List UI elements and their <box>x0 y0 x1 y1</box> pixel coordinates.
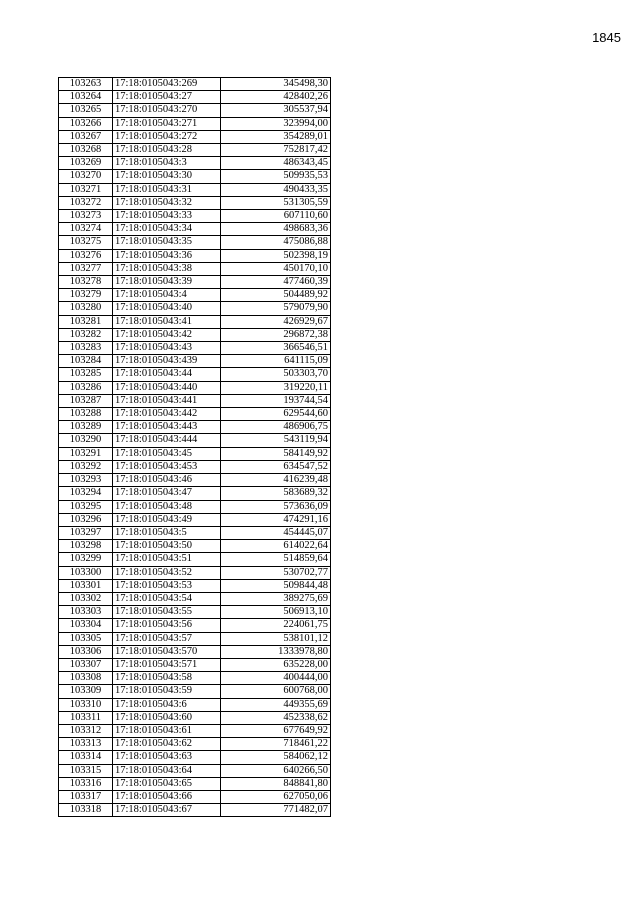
table-row <box>59 553 331 566</box>
table-body <box>59 78 331 817</box>
cadastral-value-cell: 305537,94 <box>221 104 331 117</box>
row-number-cell: 103272 <box>59 196 113 209</box>
cadastral-value-cell: 498683,36 <box>221 223 331 236</box>
table-row <box>59 130 331 143</box>
table-row <box>59 790 331 803</box>
row-number-cell: 103314 <box>59 751 113 764</box>
cadastral-number-cell: 17:18:0105043:28 <box>113 144 221 157</box>
cadastral-value-cell: 486906,75 <box>221 421 331 434</box>
row-number-cell: 103284 <box>59 355 113 368</box>
cadastral-number-cell: 17:18:0105043:269 <box>113 78 221 91</box>
cadastral-number-cell: 17:18:0105043:64 <box>113 764 221 777</box>
cadastral-number-cell: 17:18:0105043:49 <box>113 513 221 526</box>
cadastral-value-cell: 635228,00 <box>221 658 331 671</box>
cadastral-value-cell: 319220,11 <box>221 381 331 394</box>
cadastral-number-cell: 17:18:0105043:45 <box>113 447 221 460</box>
cadastral-value-cell: 514859,64 <box>221 553 331 566</box>
table-row <box>59 355 331 368</box>
table-row <box>59 685 331 698</box>
cadastral-number-cell: 17:18:0105043:67 <box>113 804 221 817</box>
cadastral-value-cell: 600768,00 <box>221 685 331 698</box>
table-row <box>59 157 331 170</box>
row-number-cell: 103311 <box>59 711 113 724</box>
cadastral-value-cell: 530702,77 <box>221 566 331 579</box>
cadastral-value-cell: 428402,26 <box>221 91 331 104</box>
row-number-cell: 103312 <box>59 724 113 737</box>
cadastral-value-cell: 504489,92 <box>221 289 331 302</box>
row-number-cell: 103293 <box>59 474 113 487</box>
row-number-cell: 103317 <box>59 790 113 803</box>
row-number-cell: 103288 <box>59 408 113 421</box>
cadastral-value-cell: 193744,54 <box>221 394 331 407</box>
row-number-cell: 103302 <box>59 592 113 605</box>
cadastral-value-cell: 614022,64 <box>221 540 331 553</box>
table-row <box>59 196 331 209</box>
row-number-cell: 103295 <box>59 500 113 513</box>
cadastral-value-cell: 641115,09 <box>221 355 331 368</box>
cadastral-value-cell: 475086,88 <box>221 236 331 249</box>
table-row <box>59 606 331 619</box>
row-number-cell: 103303 <box>59 606 113 619</box>
table-row <box>59 262 331 275</box>
row-number-cell: 103298 <box>59 540 113 553</box>
row-number-cell: 103271 <box>59 183 113 196</box>
cadastral-number-cell: 17:18:0105043:439 <box>113 355 221 368</box>
table-row <box>59 487 331 500</box>
row-number-cell: 103282 <box>59 328 113 341</box>
cadastral-value-cell: 640266,50 <box>221 764 331 777</box>
cadastral-number-cell: 17:18:0105043:32 <box>113 196 221 209</box>
cadastral-value-cell: 629544,60 <box>221 408 331 421</box>
cadastral-number-cell: 17:18:0105043:62 <box>113 738 221 751</box>
cadastral-number-cell: 17:18:0105043:55 <box>113 606 221 619</box>
cadastral-value-cell: 490433,35 <box>221 183 331 196</box>
cadastral-value-cell: 1333978,80 <box>221 645 331 658</box>
cadastral-value-cell: 454445,07 <box>221 526 331 539</box>
cadastral-value-cell: 474291,16 <box>221 513 331 526</box>
table-row <box>59 645 331 658</box>
row-number-cell: 103263 <box>59 78 113 91</box>
cadastral-number-cell: 17:18:0105043:27 <box>113 91 221 104</box>
table-row <box>59 210 331 223</box>
cadastral-value-cell: 389275,69 <box>221 592 331 605</box>
cadastral-number-cell: 17:18:0105043:46 <box>113 474 221 487</box>
cadastral-number-cell: 17:18:0105043:52 <box>113 566 221 579</box>
cadastral-number-cell: 17:18:0105043:39 <box>113 276 221 289</box>
cadastral-value-cell: 450170,10 <box>221 262 331 275</box>
row-number-cell: 103299 <box>59 553 113 566</box>
row-number-cell: 103274 <box>59 223 113 236</box>
row-number-cell: 103292 <box>59 460 113 473</box>
cadastral-value-cell: 224061,75 <box>221 619 331 632</box>
cadastral-number-cell: 17:18:0105043:36 <box>113 249 221 262</box>
table-row <box>59 381 331 394</box>
cadastral-number-cell: 17:18:0105043:35 <box>113 236 221 249</box>
cadastral-number-cell: 17:18:0105043:53 <box>113 579 221 592</box>
cadastral-value-cell: 509844,48 <box>221 579 331 592</box>
cadastral-value-cell: 486343,45 <box>221 157 331 170</box>
cadastral-value-cell: 677649,92 <box>221 724 331 737</box>
table-row <box>59 315 331 328</box>
table-row <box>59 408 331 421</box>
row-number-cell: 103290 <box>59 434 113 447</box>
cadastral-number-cell: 17:18:0105043:271 <box>113 117 221 130</box>
row-number-cell: 103280 <box>59 302 113 315</box>
row-number-cell: 103276 <box>59 249 113 262</box>
cadastral-value-cell: 752817,42 <box>221 144 331 157</box>
cadastral-number-cell: 17:18:0105043:441 <box>113 394 221 407</box>
cadastral-value-cell: 503303,70 <box>221 368 331 381</box>
cadastral-value-cell: 426929,67 <box>221 315 331 328</box>
cadastral-number-cell: 17:18:0105043:4 <box>113 289 221 302</box>
row-number-cell: 103270 <box>59 170 113 183</box>
row-number-cell: 103269 <box>59 157 113 170</box>
cadastral-value-cell: 718461,22 <box>221 738 331 751</box>
row-number-cell: 103283 <box>59 342 113 355</box>
row-number-cell: 103305 <box>59 632 113 645</box>
table-row <box>59 394 331 407</box>
row-number-cell: 103273 <box>59 210 113 223</box>
row-number-cell: 103265 <box>59 104 113 117</box>
table-row <box>59 144 331 157</box>
row-number-cell: 103291 <box>59 447 113 460</box>
cadastral-number-cell: 17:18:0105043:40 <box>113 302 221 315</box>
table-row <box>59 78 331 91</box>
table-row <box>59 289 331 302</box>
table-row <box>59 698 331 711</box>
cadastral-number-cell: 17:18:0105043:453 <box>113 460 221 473</box>
row-number-cell: 103266 <box>59 117 113 130</box>
table-row <box>59 474 331 487</box>
cadastral-number-cell: 17:18:0105043:443 <box>113 421 221 434</box>
cadastral-value-cell: 449355,69 <box>221 698 331 711</box>
cadastral-number-cell: 17:18:0105043:571 <box>113 658 221 671</box>
table-row <box>59 751 331 764</box>
page-number: 1845 <box>592 30 621 45</box>
row-number-cell: 103309 <box>59 685 113 698</box>
table-row <box>59 592 331 605</box>
row-number-cell: 103310 <box>59 698 113 711</box>
row-number-cell: 103296 <box>59 513 113 526</box>
table-row <box>59 724 331 737</box>
cadastral-number-cell: 17:18:0105043:38 <box>113 262 221 275</box>
table-row <box>59 500 331 513</box>
cadastral-number-cell: 17:18:0105043:41 <box>113 315 221 328</box>
cadastral-number-cell: 17:18:0105043:47 <box>113 487 221 500</box>
table-row <box>59 764 331 777</box>
cadastral-value-cell: 477460,39 <box>221 276 331 289</box>
cadastral-number-cell: 17:18:0105043:42 <box>113 328 221 341</box>
cadastral-value-cell: 416239,48 <box>221 474 331 487</box>
cadastral-value-cell: 509935,53 <box>221 170 331 183</box>
cadastral-value-cell: 531305,59 <box>221 196 331 209</box>
cadastral-number-cell: 17:18:0105043:50 <box>113 540 221 553</box>
row-number-cell: 103264 <box>59 91 113 104</box>
cadastral-number-cell: 17:18:0105043:57 <box>113 632 221 645</box>
row-number-cell: 103278 <box>59 276 113 289</box>
cadastral-number-cell: 17:18:0105043:61 <box>113 724 221 737</box>
table-row <box>59 526 331 539</box>
cadastral-number-cell: 17:18:0105043:63 <box>113 751 221 764</box>
cadastral-number-cell: 17:18:0105043:60 <box>113 711 221 724</box>
row-number-cell: 103281 <box>59 315 113 328</box>
cadastral-number-cell: 17:18:0105043:270 <box>113 104 221 117</box>
row-number-cell: 103307 <box>59 658 113 671</box>
table-row <box>59 619 331 632</box>
cadastral-number-cell: 17:18:0105043:34 <box>113 223 221 236</box>
cadastral-number-cell: 17:18:0105043:66 <box>113 790 221 803</box>
table-row <box>59 804 331 817</box>
row-number-cell: 103297 <box>59 526 113 539</box>
cadastral-value-cell: 366546,51 <box>221 342 331 355</box>
row-number-cell: 103316 <box>59 777 113 790</box>
row-number-cell: 103275 <box>59 236 113 249</box>
row-number-cell: 103285 <box>59 368 113 381</box>
cadastral-value-cell: 584149,92 <box>221 447 331 460</box>
table-row <box>59 434 331 447</box>
row-number-cell: 103304 <box>59 619 113 632</box>
cadastral-value-cell: 584062,12 <box>221 751 331 764</box>
cadastral-value-cell: 502398,19 <box>221 249 331 262</box>
cadastral-number-cell: 17:18:0105043:33 <box>113 210 221 223</box>
cadastral-value-cell: 607110,60 <box>221 210 331 223</box>
cadastral-number-cell: 17:18:0105043:59 <box>113 685 221 698</box>
cadastral-value-cell: 543119,94 <box>221 434 331 447</box>
row-number-cell: 103318 <box>59 804 113 817</box>
table-row <box>59 658 331 671</box>
row-number-cell: 103277 <box>59 262 113 275</box>
cadastral-value-cell: 573636,09 <box>221 500 331 513</box>
table-row <box>59 711 331 724</box>
cadastral-value-table <box>58 77 331 817</box>
row-number-cell: 103301 <box>59 579 113 592</box>
cadastral-number-cell: 17:18:0105043:43 <box>113 342 221 355</box>
cadastral-number-cell: 17:18:0105043:5 <box>113 526 221 539</box>
cadastral-number-cell: 17:18:0105043:570 <box>113 645 221 658</box>
cadastral-number-cell: 17:18:0105043:31 <box>113 183 221 196</box>
table-row <box>59 777 331 790</box>
table-row <box>59 170 331 183</box>
row-number-cell: 103287 <box>59 394 113 407</box>
cadastral-value-cell: 452338,62 <box>221 711 331 724</box>
cadastral-number-cell: 17:18:0105043:3 <box>113 157 221 170</box>
row-number-cell: 103313 <box>59 738 113 751</box>
cadastral-value-cell: 771482,07 <box>221 804 331 817</box>
cadastral-value-cell: 354289,01 <box>221 130 331 143</box>
cadastral-number-cell: 17:18:0105043:65 <box>113 777 221 790</box>
row-number-cell: 103308 <box>59 672 113 685</box>
table-row <box>59 183 331 196</box>
row-number-cell: 103289 <box>59 421 113 434</box>
cadastral-number-cell: 17:18:0105043:272 <box>113 130 221 143</box>
cadastral-value-cell: 345498,30 <box>221 78 331 91</box>
table-row <box>59 236 331 249</box>
cadastral-number-cell: 17:18:0105043:442 <box>113 408 221 421</box>
cadastral-value-cell: 538101,12 <box>221 632 331 645</box>
table-row <box>59 276 331 289</box>
table-row <box>59 223 331 236</box>
table-row <box>59 117 331 130</box>
cadastral-number-cell: 17:18:0105043:56 <box>113 619 221 632</box>
table-row <box>59 91 331 104</box>
row-number-cell: 103267 <box>59 130 113 143</box>
cadastral-value-cell: 296872,38 <box>221 328 331 341</box>
cadastral-number-cell: 17:18:0105043:51 <box>113 553 221 566</box>
cadastral-number-cell: 17:18:0105043:30 <box>113 170 221 183</box>
cadastral-value-cell: 627050,06 <box>221 790 331 803</box>
table-row <box>59 579 331 592</box>
table-row <box>59 249 331 262</box>
cadastral-value-cell: 506913,10 <box>221 606 331 619</box>
cadastral-value-cell: 579079,90 <box>221 302 331 315</box>
table-row <box>59 540 331 553</box>
row-number-cell: 103286 <box>59 381 113 394</box>
row-number-cell: 103315 <box>59 764 113 777</box>
table-row <box>59 328 331 341</box>
cadastral-number-cell: 17:18:0105043:440 <box>113 381 221 394</box>
table-row <box>59 738 331 751</box>
row-number-cell: 103294 <box>59 487 113 500</box>
table-row <box>59 632 331 645</box>
cadastral-value-cell: 323994,00 <box>221 117 331 130</box>
row-number-cell: 103279 <box>59 289 113 302</box>
table-row <box>59 342 331 355</box>
cadastral-number-cell: 17:18:0105043:48 <box>113 500 221 513</box>
cadastral-number-cell: 17:18:0105043:44 <box>113 368 221 381</box>
cadastral-number-cell: 17:18:0105043:54 <box>113 592 221 605</box>
table-row <box>59 368 331 381</box>
cadastral-number-cell: 17:18:0105043:6 <box>113 698 221 711</box>
table-row <box>59 460 331 473</box>
cadastral-value-cell: 634547,52 <box>221 460 331 473</box>
cadastral-number-cell: 17:18:0105043:444 <box>113 434 221 447</box>
table-row <box>59 104 331 117</box>
cadastral-value-cell: 848841,80 <box>221 777 331 790</box>
table-row <box>59 566 331 579</box>
table-row <box>59 421 331 434</box>
row-number-cell: 103268 <box>59 144 113 157</box>
table-row <box>59 447 331 460</box>
row-number-cell: 103306 <box>59 645 113 658</box>
row-number-cell: 103300 <box>59 566 113 579</box>
cadastral-value-cell: 400444,00 <box>221 672 331 685</box>
table-row <box>59 672 331 685</box>
cadastral-number-cell: 17:18:0105043:58 <box>113 672 221 685</box>
table-row <box>59 513 331 526</box>
cadastral-value-cell: 583689,32 <box>221 487 331 500</box>
table-row <box>59 302 331 315</box>
